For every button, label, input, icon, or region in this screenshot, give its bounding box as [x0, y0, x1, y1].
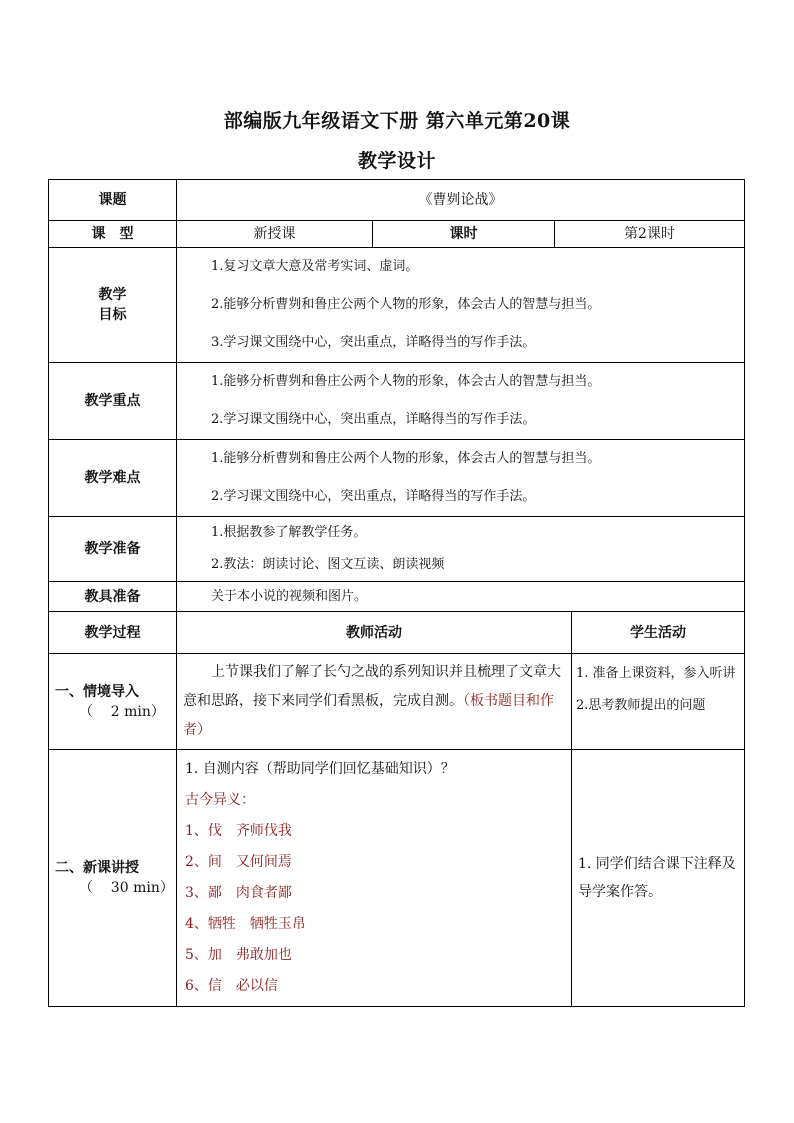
section1-title: 一、情境导入: [55, 683, 139, 700]
section2-student-activity: 1. 同学们结合课下注释及导学案作答。: [572, 750, 745, 1007]
self-test-text: 1. 自测内容（帮助同学们回忆基础知识）？: [185, 761, 455, 777]
section2-title: 二、新课讲授: [55, 860, 139, 876]
preparation-label: 教学准备: [49, 517, 177, 582]
student-header: 学生活动: [572, 612, 745, 654]
list-item: 2.思考教师提出的问题: [576, 698, 706, 713]
goals-list: [177, 248, 745, 363]
section1-teacher-note: （板书题目和作者）: [183, 693, 554, 738]
key-points-label: 教学重点: [49, 363, 177, 440]
goals-label: [49, 248, 177, 363]
section2-title-cell: [49, 750, 177, 1007]
list-item: 5、加 弗敢加也: [185, 947, 292, 963]
hours-value: 第2课时: [555, 221, 745, 248]
section2-duration: （ 30 min）: [79, 880, 174, 896]
list-item: 1、伐 齐师伐我: [185, 823, 292, 839]
row-type: [49, 221, 745, 248]
list-item: 2.能够分析曹刿和鲁庄公两个人物的形象，体会古人的智慧与担当。: [211, 297, 601, 312]
row-process-header: [49, 612, 745, 654]
row-section1: [49, 654, 745, 750]
list-item: 2.学习课文围绕中心，突出重点，详略得当的写作手法。: [211, 412, 536, 427]
teacher-header: 教师活动: [177, 612, 572, 654]
hours-label: 课时: [373, 221, 555, 248]
tools-label: 教具准备: [49, 582, 177, 612]
row-topic: [49, 180, 745, 221]
process-header: 教学过程: [49, 612, 177, 654]
list-item: 2.教法：朗读讨论、图文互读、朗读视频: [211, 557, 445, 572]
list-item: 3、鄙 肉食者鄙: [185, 885, 292, 901]
section1-title-cell: [49, 654, 177, 750]
difficulties-label: 教学难点: [49, 440, 177, 517]
row-key-points: [49, 363, 745, 440]
section1-student-activity: [572, 654, 745, 750]
section1-duration: （ 2 min）: [79, 703, 165, 720]
preparation-list: [177, 517, 745, 582]
row-section2: [49, 750, 745, 1007]
key-points-list: [177, 363, 745, 440]
difficulties-list: [177, 440, 745, 517]
section1-teacher-activity: [177, 654, 572, 750]
list-item: 2、间 又何间焉: [185, 854, 292, 870]
goals-label-line2: 目标: [98, 307, 127, 323]
list-item: 1.复习文章大意及常考实词、虚词。: [211, 259, 419, 274]
list-item: 1.能够分析曹刿和鲁庄公两个人物的形象，体会古人的智慧与担当。: [211, 374, 601, 389]
list-item: 3.学习课文围绕中心，突出重点，详略得当的写作手法。: [211, 335, 536, 350]
tools-value: 关于本小说的视频和图片。: [177, 582, 745, 612]
list-item: 6、信 必以信: [185, 978, 278, 994]
row-goals: [49, 248, 745, 363]
type-value: 新授课: [177, 221, 373, 248]
row-difficulties: [49, 440, 745, 517]
self-test-heading: 古今异义：: [185, 792, 255, 808]
list-item: 1.能够分析曹刿和鲁庄公两个人物的形象，体会古人的智慧与担当。: [211, 451, 601, 466]
row-tools: [49, 582, 745, 612]
list-item: 1. 准备上课资料，参入听讲: [576, 666, 736, 681]
section2-teacher-activity: [177, 750, 572, 1007]
goals-label-line1: 教学: [98, 287, 127, 303]
document-title: 部编版九年级语文下册 第六单元第20课: [223, 110, 571, 132]
topic-value: 《曹刿论战》: [177, 180, 745, 221]
section1-teacher-text: 上节课我们了解了长勺之战的系列知识并且梳理了文章大意和思路，接下来同学们看黑板，完成自测。: [183, 664, 561, 709]
document-subtitle: 教学设计: [357, 150, 436, 172]
list-item: 1.根据教参了解教学任务。: [211, 525, 367, 540]
list-item: 2.学习课文围绕中心，突出重点，详略得当的写作手法。: [211, 489, 536, 504]
lesson-plan-table: [48, 179, 745, 1007]
topic-label: 课题: [49, 180, 177, 221]
row-preparation: [49, 517, 745, 582]
type-label: 课 型: [49, 221, 177, 248]
list-item: 4、牺牲 牺牲玉帛: [185, 916, 306, 932]
